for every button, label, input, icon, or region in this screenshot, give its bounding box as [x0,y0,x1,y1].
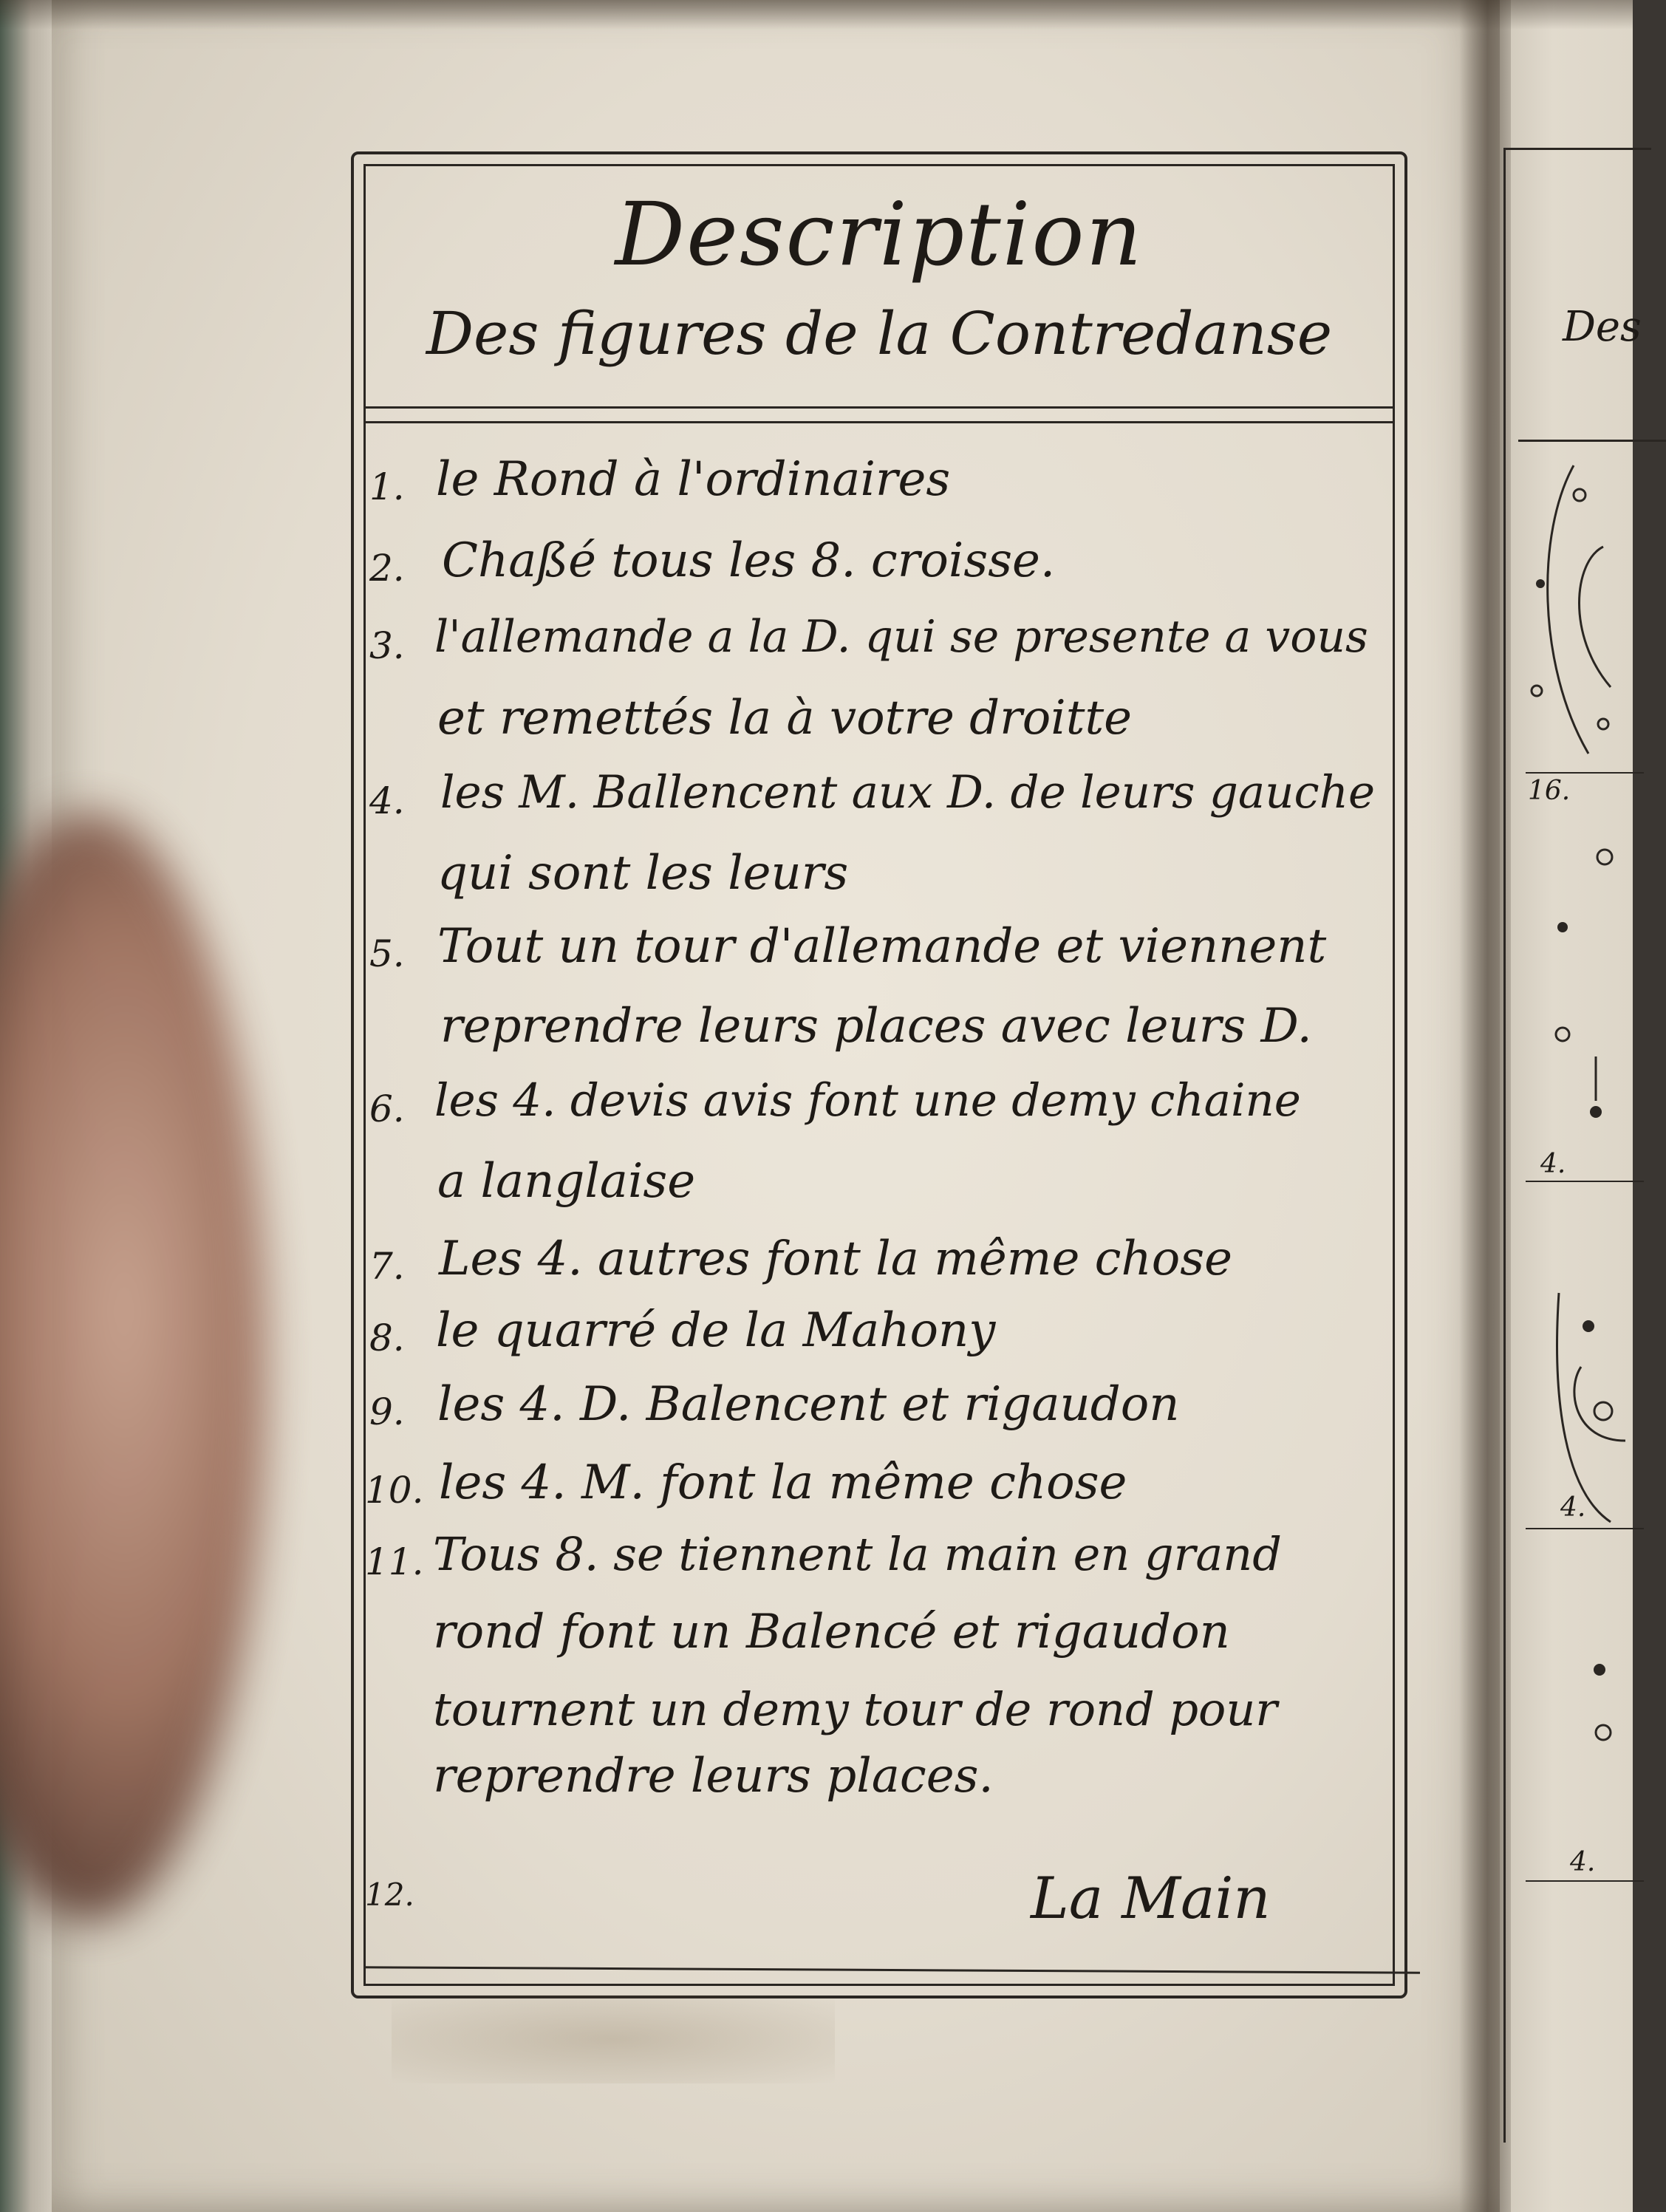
entry-number: 5. [369,932,405,975]
entry-number: 3. [369,624,405,667]
entry-number: 11. [365,1540,424,1583]
entry-number: 9. [369,1390,405,1433]
top-shadow [0,0,1633,30]
title-divider [363,406,1395,409]
entry-line: et remettés la à votre droitte [437,691,1133,745]
entry-line: Tous 8. se tiennent la main en grand [433,1527,1282,1581]
entry-line: reprendre leurs places avec leurs D. [440,999,1312,1054]
entry-line: reprendre leurs places. [433,1749,994,1803]
title-divider-double [363,421,1395,423]
entry-line: les M. Ballencent aux D. de leurs gauche [440,766,1376,819]
entry-line: le Rond à l'ordinaires [436,452,951,507]
entry-number: 2. [369,547,405,590]
entry-line: les 4. M. font la même chose [439,1455,1127,1510]
entry-number: 7. [369,1245,405,1288]
entry-line: rond font un Balencé et rigaudon [433,1605,1230,1659]
facing-figure-number: 4. [1560,1492,1586,1523]
page-title: Description [615,183,1144,285]
page-subtitle: Des figures de la Contredanse [426,299,1333,368]
entry-line: Tout un tour d'allemande et viennent [437,919,1327,974]
engraver-signature: La Main [1031,1865,1271,1932]
entry-line: tournent un demy tour de rond pour [433,1682,1277,1736]
entry-number: 4. [369,779,405,822]
entry-line: qui sont les leurs [437,846,849,901]
paper-stain [392,1995,835,2083]
facing-figure-number: 16. [1528,776,1571,806]
entry-line: les 4. D. Balencent et rigaudon [437,1377,1180,1432]
entry-line: Chaßé tous les 8. croisse. [442,533,1056,588]
entry-line: Les 4. autres font la même chose [439,1232,1232,1286]
facing-page-dance-figures [1522,443,1633,2143]
entry-number: 1. [369,465,405,508]
facing-figure-number: 4. [1570,1847,1596,1877]
entry-line: le quarré de la Mahony [436,1303,996,1358]
facing-page-divider [1518,440,1666,442]
facing-page-heading: Des [1563,303,1642,351]
entry-number: 6. [369,1088,405,1130]
entry-line: les 4. devis avis font une demy chaine [434,1074,1301,1127]
entry-number: 12. [365,1877,414,1913]
entry-number: 8. [369,1317,405,1359]
entry-number: 10. [365,1469,424,1512]
facing-figure-number: 4. [1540,1149,1566,1179]
entry-line: a langlaise [437,1154,696,1209]
entry-line: l'allemande a la D. qui se presente a vous [434,611,1368,663]
